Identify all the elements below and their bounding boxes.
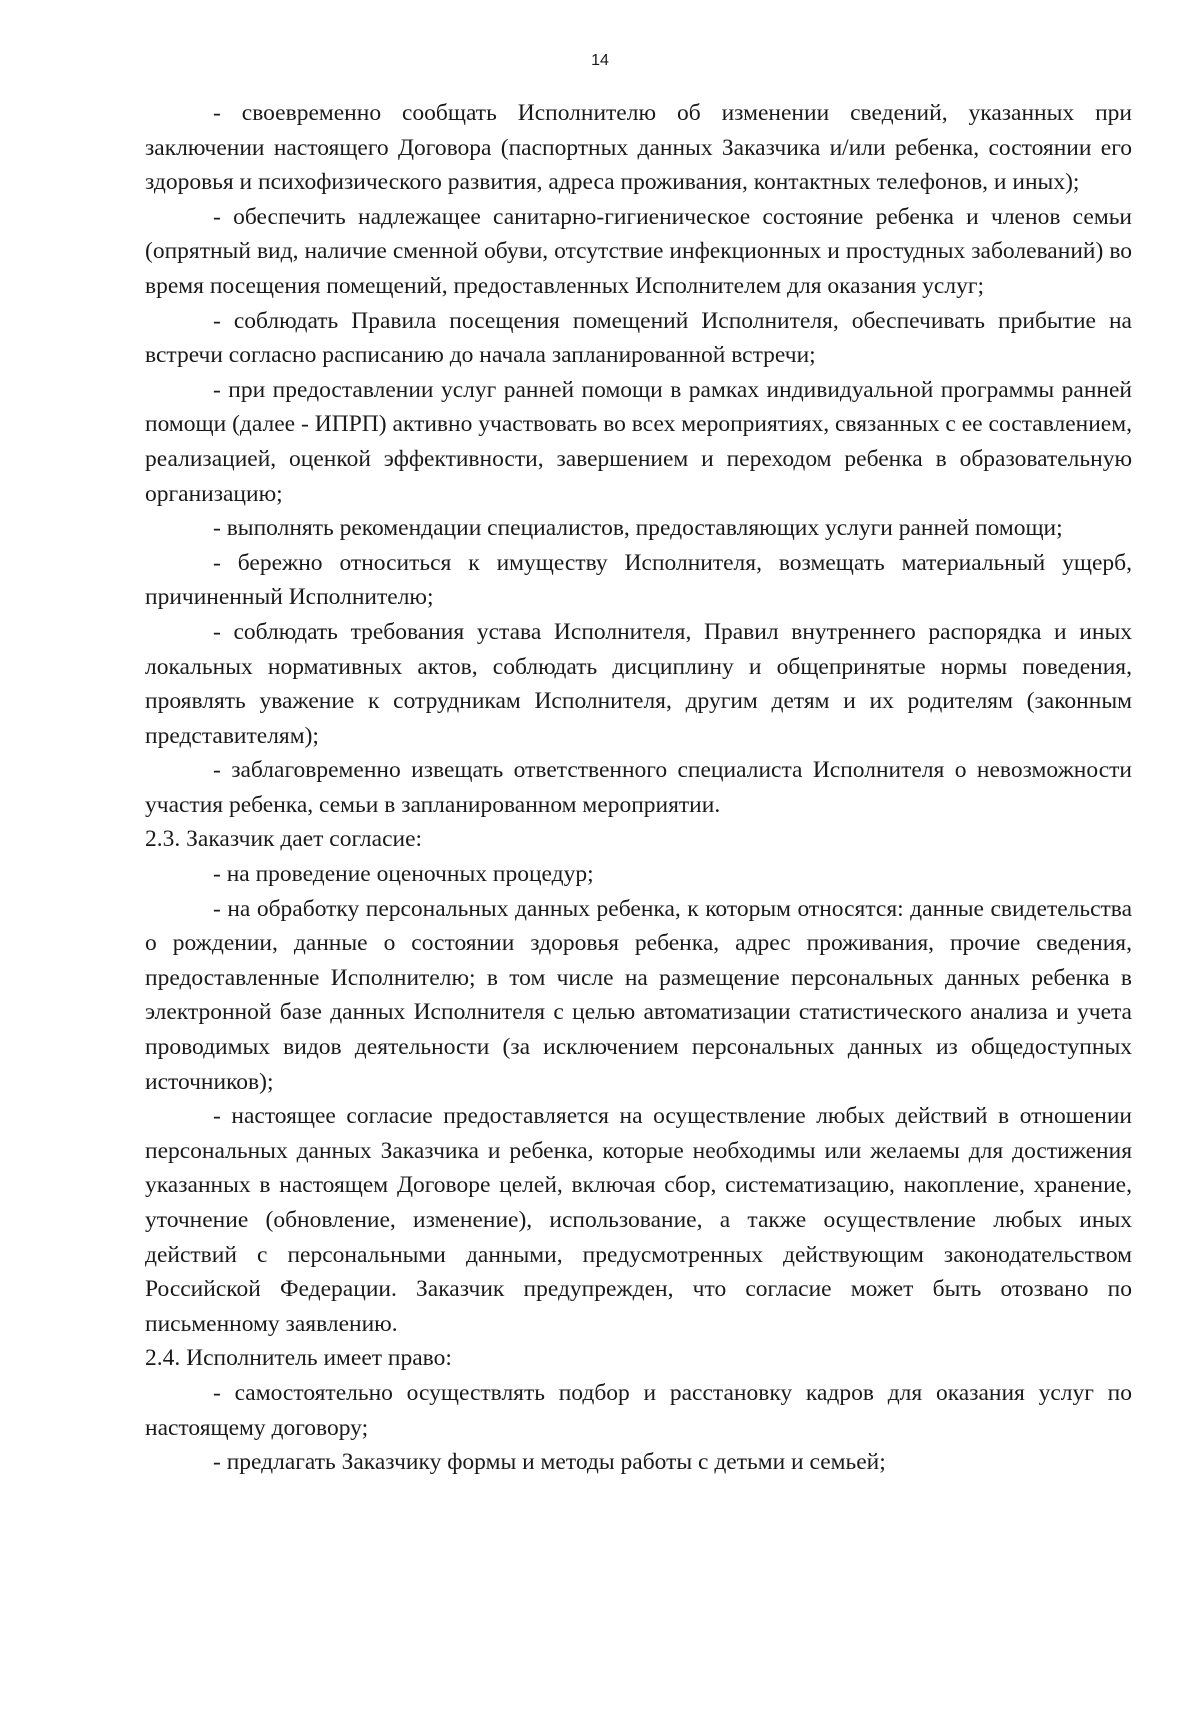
paragraph-consent-scope: - настоящее согласие предоставляется на осуществление любых действий в отношении персональных данных Заказчика и ребенка, которые необходимы или желаемы для достижения указанных в настоящем Договоре целей, включая сбор, систематизацию, накопление, хранение, уточнение (обновление, изменение), использование, а также осуществление любых иных действий с персональными данными, предусмотренных действующим законодательством Российской Федерации. Заказчик предупрежден, что согласие может быть отозвано по письменному заявлению. [145, 1103, 1132, 1337]
clause-2-3-heading: 2.3. Заказчик дает согласие: [145, 826, 423, 853]
paragraph-property-care: - бережно относиться к имуществу Исполнителя, возмещать материальный ущерб, причиненный Исполнителю; [145, 549, 1132, 611]
document-body [145, 96, 1132, 1480]
clause-2-4-heading: 2.4. Исполнитель имеет право: [145, 1345, 452, 1372]
paragraph-notify-changes: - своевременно сообщать Исполнителю об изменении сведений, указанных при заключении настоящего Договора (паспортных данных Заказчика и/или ребенка, состоянии его здоровья и психофизического развития, адреса проживания, контактных телефонов, и иных); [145, 100, 1132, 196]
paragraph-staff-selection: - самостоятельно осуществлять подбор и расстановку кадров для оказания услуг по настоящему договору; [145, 1379, 1132, 1441]
paragraph-advance-notice: - заблаговременно извещать ответственного специалиста Исполнителя о невозможности участия ребенка, семьи в запланированном мероприятии. [145, 757, 1132, 818]
paragraph-assessment-consent: - на проведение оценочных процедур; [213, 861, 594, 888]
paragraph-iprp-participation: - при предоставлении услуг ранней помощи в рамках индивидуальной программы ранней помощи (далее - ИПРП) активно участвовать во всех мероприятиях, связанных с ее составлением, реализацией, оценкой эффективности, завершением и переходом ребенка в образовательную организацию; [145, 376, 1132, 507]
page-number: 14 [591, 52, 609, 69]
paragraph-follow-recommendations: - выполнять рекомендации специалистов, предоставляющих услуги ранней помощи; [213, 515, 1063, 542]
paragraph-charter-compliance: - соблюдать требования устава Исполнителя, Правил внутреннего распорядка и иных локальных нормативных актов, соблюдать дисциплину и общепринятые нормы поведения, проявлять уважение к сотрудникам Исполнителя, другим детям и их родителям (законным представителям); [145, 618, 1132, 749]
paragraph-propose-methods: - предлагать Заказчику формы и методы работы с детьми и семьей; [213, 1449, 886, 1476]
paragraph-sanitary-condition: - обеспечить надлежащее санитарно-гигиеническое состояние ребенка и членов семьи (опрятный вид, наличие сменной обуви, отсутствие инфекционных и простудных заболеваний) во время посещения помещений, предоставленных Исполнителем для оказания услуг; [145, 203, 1132, 299]
paragraph-visit-rules: - соблюдать Правила посещения помещений Исполнителя, обеспечивать прибытие на встречи согласно расписанию до начала запланированной встречи; [145, 307, 1132, 369]
paragraph-personal-data-processing: - на обработку персональных данных ребенка, к которым относятся: данные свидетельства о рождении, данные о состоянии здоровья ребенка, адрес проживания, прочие сведения, предоставленные Исполнителю; в том числе на размещение персональных данных ребенка в электронной базе данных Исполнителя с целью автоматизации статистического анализа и учета проводимых видов деятельности (за исключением персональных данных из общедоступных источников); [145, 895, 1132, 1095]
